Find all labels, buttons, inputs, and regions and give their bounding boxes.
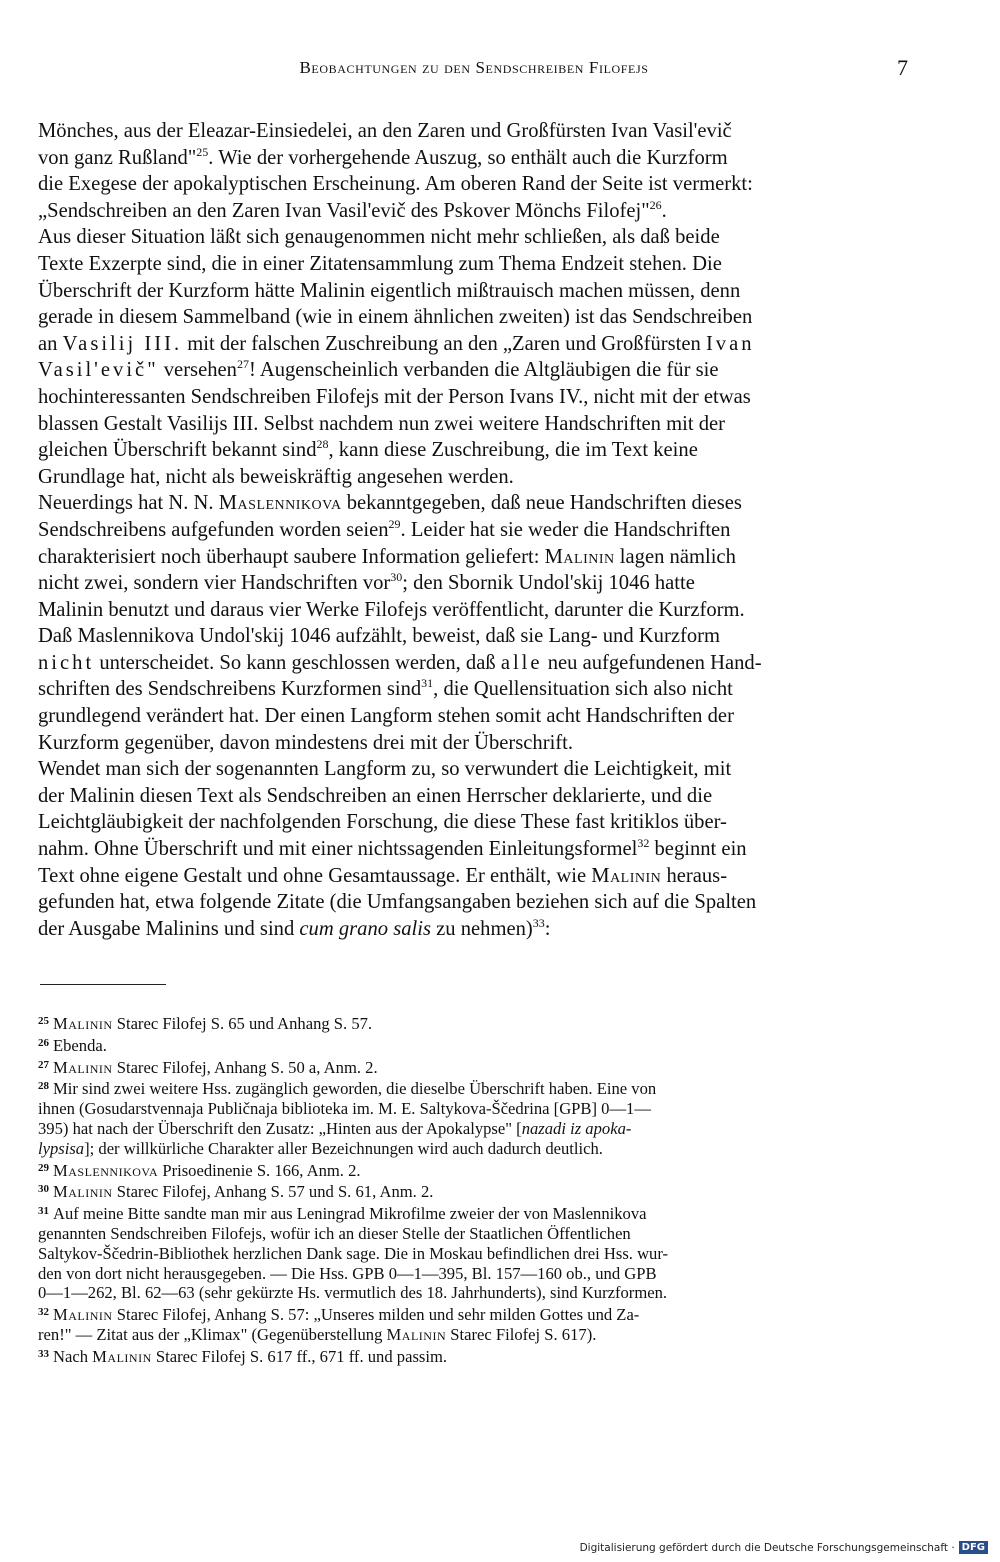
text-line: gleichen Überschrift bekannt sind$^{28}$, kann diese Zuschreibung, die im Text keine bbox=[38, 437, 698, 462]
footnote-separator bbox=[40, 984, 166, 985]
text-line: „Sendschreiben an den Zaren Ivan Vasil'evič des Pskover Mönchs Filofej"$^{26}$. bbox=[38, 197, 667, 222]
spaced-emphasis: Ivan bbox=[705, 332, 755, 355]
spaced-emphasis: nicht bbox=[38, 651, 95, 674]
text-line: Texte Exzerpte sind, die in einer Zitatensammlung zum Thema Endzeit stehen. Die bbox=[38, 252, 722, 275]
spaced-emphasis: Vasilij III. bbox=[62, 332, 183, 355]
text-line: Neuerdings hat N. N. Maslennikova bekanntgegeben, daß neue Handschriften dieses bbox=[38, 492, 742, 515]
paragraph-1 bbox=[38, 118, 910, 224]
text-line: Wendet man sich der sogenannten Langform zu, so verwundert die Leichtigkeit, mit bbox=[38, 758, 732, 781]
author-name: Malinin bbox=[92, 1346, 152, 1366]
text-line: nahm. Ohne Überschrift und mit einer nichtssagenden Einleitungsformel$^{32}$ beginnt ein bbox=[38, 836, 747, 861]
running-head bbox=[38, 55, 910, 84]
author-name: Malinin bbox=[53, 1182, 113, 1202]
footnote-ref-25[interactable]: 25 bbox=[196, 144, 209, 159]
text-line: Überschrift der Kurzform hätte Malinin eigentlich mißtrauisch machen müssen, denn bbox=[38, 279, 741, 302]
author-name: Malinin bbox=[544, 545, 615, 568]
text-line: der Malinin diesen Text als Sendschreiben an einen Herrscher deklarierte, und die bbox=[38, 784, 713, 807]
text-line: Vasil'evič" versehen$^{27}$! Augenscheinlich verbanden die Altgläubigen die für sie bbox=[38, 357, 719, 382]
footnote-ref-26[interactable]: 26 bbox=[649, 197, 662, 212]
text-line: nicht unterscheidet. So kann geschlossen werden, daß alle neu aufgefundenen Hand- bbox=[38, 651, 762, 674]
footnote-ref-30[interactable]: 30 bbox=[390, 570, 403, 585]
footnote-31: $^{31}$ Auf meine Bitte sandte man mir aus Leningrad Mikrofilme zweier der von Maslennikova genannten Sendschreiben Filofejs, wofür ich an dieser Stelle der Staatlichen Öffentlichen Saltykov-Ščedrin-Bibliothek herzlichen Dank sage. Die in Moskau befindlichen drei Hss. wur- den von dort nicht herausgegeben. — Die Hss. GPB 0—1—395, Bl. 157—160 ob., und GPB 0—1—262, Bl. 62—63 (sehr gekürzte Hs. vermutlich des 18. Jahrhunderts), sind Kurzformen. bbox=[38, 1204, 669, 1303]
text-line: der Ausgabe Malinins und sind cum grano salis zu nehmen)$^{33}$: bbox=[38, 915, 551, 940]
author-name: Maslennikova bbox=[53, 1160, 159, 1180]
text-line: Text ohne eigene Gestalt und ohne Gesamtaussage. Er enthält, wie Malinin heraus- bbox=[38, 864, 728, 887]
paragraph-4 bbox=[38, 756, 910, 942]
text-line: an Vasilij III. mit der falschen Zuschreibung an den „Zaren und Großfürsten Ivan bbox=[38, 332, 755, 355]
page-number: 7 bbox=[897, 55, 908, 80]
footnotes bbox=[38, 1012, 910, 1367]
text-line: Aus dieser Situation läßt sich genaugenommen nicht mehr schließen, als daß beide bbox=[38, 226, 720, 249]
footnote-ref-27[interactable]: 27 bbox=[236, 357, 249, 372]
author-name: Maslennikova bbox=[218, 492, 342, 515]
footnote-ref-31[interactable]: 31 bbox=[421, 676, 434, 691]
text-line: die Exegese der apokalyptischen Erscheinung. Am oberen Rand der Seite ist vermerkt: bbox=[38, 173, 753, 196]
author-name: Malinin bbox=[53, 1305, 113, 1325]
footnote-ref-28[interactable]: 28 bbox=[316, 437, 329, 452]
dfg-logo[interactable]: DFG bbox=[959, 1541, 988, 1554]
author-name: Malinin bbox=[386, 1324, 447, 1344]
footnote-ref-29[interactable]: 29 bbox=[388, 516, 401, 531]
text-line: Daß Maslennikova Undol'skij 1046 aufzählt, beweist, daß sie Lang- und Kurzform bbox=[38, 625, 720, 648]
text-line: von ganz Rußland"$^{25}$. Wie der vorhergehende Auszug, so enthält auch die Kurzform bbox=[38, 144, 728, 169]
text-line: gefunden hat, etwa folgende Zitate (die Umfangsangaben beziehen sich auf die Spalten bbox=[38, 891, 757, 914]
text-line: Leichtgläubigkeit der nachfolgenden Forschung, die diese These fast kritiklos über- bbox=[38, 811, 727, 834]
author-name: Malinin bbox=[53, 1057, 113, 1077]
footnote-32: $^{32}$ Malinin Starec Filofej, Anhang S. 57: „Unseres milden und sehr milden Gottes und Za- ren!" — Zitat aus der „Klimax" (Gegenüberstellung Malinin Starec Filofej S. 617). bbox=[38, 1305, 640, 1344]
text-line: gerade in diesem Sammelband (wie in einem ähnlichen zweiten) ist das Sendschreiben bbox=[38, 306, 753, 329]
latin-phrase: cum grano salis bbox=[299, 917, 431, 940]
footnote-25: $^{25}$ Malinin Starec Filofej S. 65 und Anhang S. 57. bbox=[38, 1014, 373, 1033]
footnote-27: $^{27}$ Malinin Starec Filofej, Anhang S. 50 a, Anm. 2. bbox=[38, 1057, 378, 1077]
footnote-33: $^{33}$ Nach Malinin Starec Filofej S. 617 ff., 671 ff. und passim. bbox=[38, 1346, 448, 1366]
text-line: Mönches, aus der Eleazar-Einsiedelei, an den Zaren und Großfürsten Ivan Vasil'evič bbox=[38, 120, 732, 142]
text-line: Malinin benutzt und daraus vier Werke Filofejs veröffentlicht, darunter die Kurzform. bbox=[38, 598, 745, 621]
footnote-ref-33[interactable]: 33 bbox=[532, 915, 545, 930]
body-text bbox=[38, 118, 910, 942]
footnote-26: $^{26}$ Ebenda. bbox=[38, 1035, 107, 1055]
spaced-emphasis: Vasil'evič" bbox=[38, 359, 159, 382]
text-line: Sendschreibens aufgefunden worden seien$^{29}$. Leider hat sie weder die Handschriften bbox=[38, 516, 731, 541]
running-title: Beobachtungen zu den Sendschreiben Filofejs bbox=[299, 58, 649, 77]
text-line: Kurzform gegenüber, davon mindestens drei mit der Überschrift. bbox=[38, 731, 574, 754]
footnote-30: $^{30}$ Malinin Starec Filofej, Anhang S. 57 und S. 61, Anm. 2. bbox=[38, 1182, 434, 1202]
footnote-29: $^{29}$ Maslennikova Prisoedinenie S. 166, Anm. 2. bbox=[38, 1160, 361, 1180]
text-line: hochinteressanten Sendschreiben Filofejs mit der Person Ivans IV., nicht mit der etwas bbox=[38, 385, 751, 408]
text-line: charakterisiert noch überhaupt saubere Information geliefert: Malinin lagen nämlich bbox=[38, 545, 736, 568]
digitization-credit bbox=[580, 1541, 988, 1554]
paragraph-2 bbox=[38, 224, 910, 490]
footnote-28: $^{28}$ Mir sind zwei weitere Hss. zugänglich geworden, die dieselbe Überschrift haben. Eine von ihnen (Gosudarstvennaja Publičnaja biblioteka im. M. E. Saltykova-Ščedrina [GPB] 0—1— 395) hat nach der Überschrift den Zusatz: „Hinten aus der Apokalypse" [nazadi iz apoka- lypsisa]; der willkürliche Charakter aller Bezeichnungen wird auch dadurch deutlich. bbox=[38, 1079, 657, 1158]
text-line: Grundlage hat, nicht als beweiskräftig angesehen werden. bbox=[38, 465, 514, 488]
text-line: schriften des Sendschreibens Kurzformen sind$^{31}$, die Quellensituation sich also nicht bbox=[38, 676, 733, 701]
text-line: grundlegend verändert hat. Der einen Langform stehen somit acht Handschriften der bbox=[38, 705, 734, 728]
spaced-emphasis: alle bbox=[500, 651, 543, 674]
author-name: Malinin bbox=[53, 1014, 113, 1033]
text-line: blassen Gestalt Vasilijs III. Selbst nachdem nun zwei weitere Handschriften mit der bbox=[38, 412, 726, 435]
footnote-ref-32[interactable]: 32 bbox=[637, 836, 650, 851]
paragraph-3 bbox=[38, 490, 910, 756]
text-line: nicht zwei, sondern vier Handschriften vor$^{30}$; den Sbornik Undol'skij 1046 hatte bbox=[38, 570, 695, 595]
author-name: Malinin bbox=[591, 864, 662, 887]
credit-text: Digitalisierung gefördert durch die Deutsche Forschungsgemeinschaft · bbox=[579, 1541, 955, 1554]
